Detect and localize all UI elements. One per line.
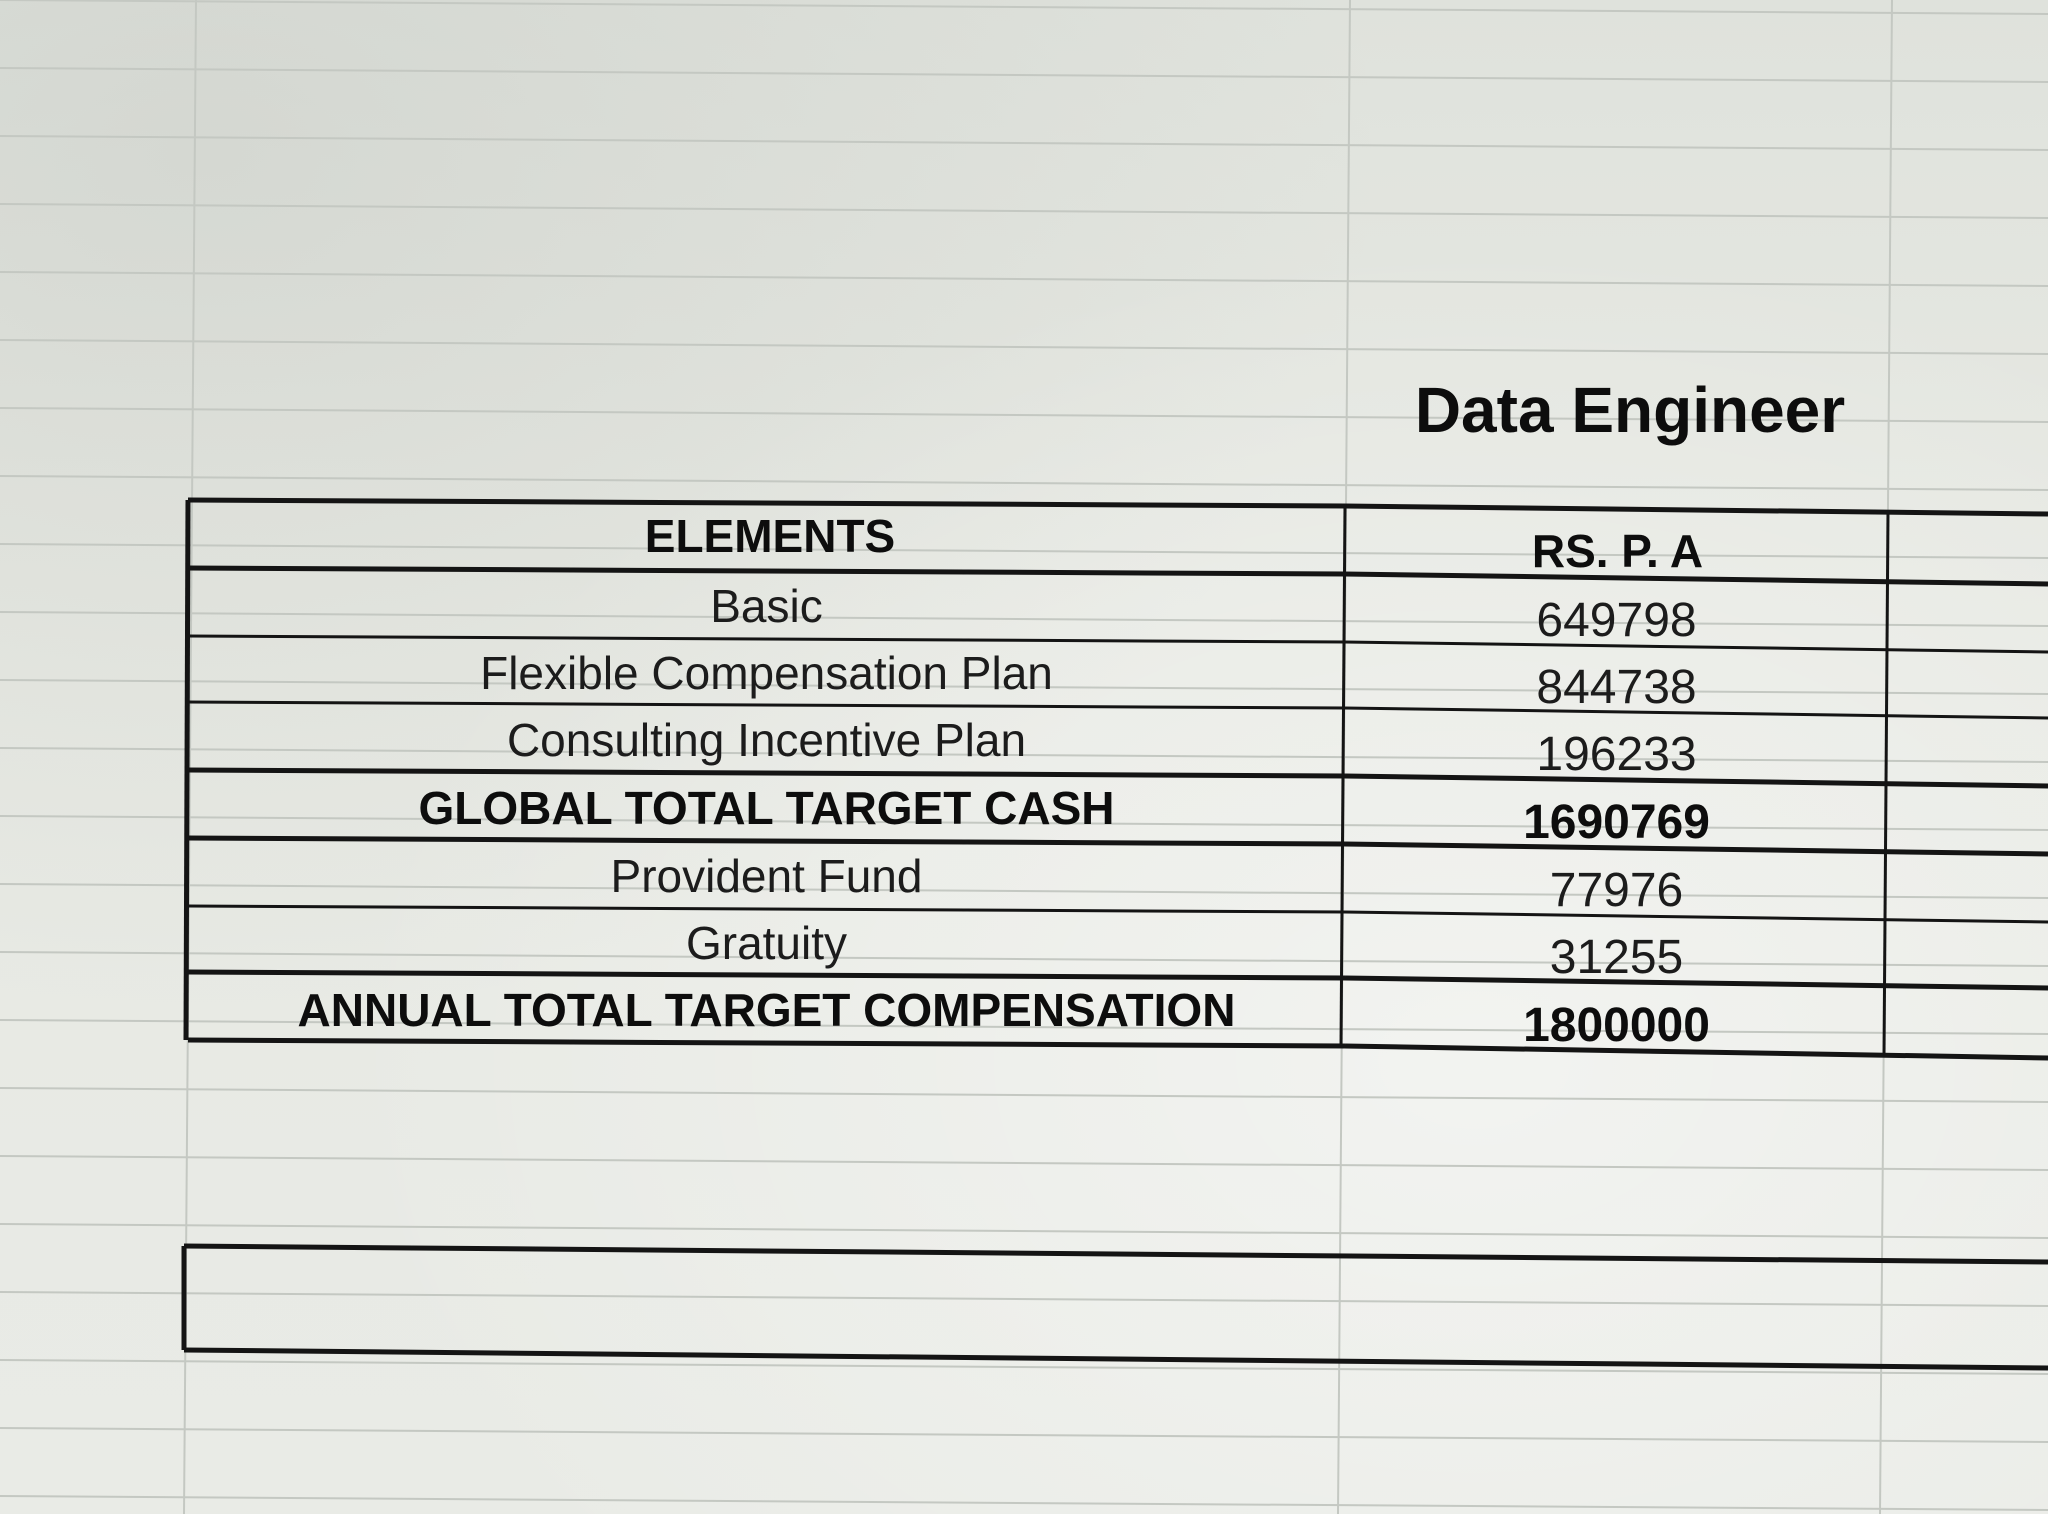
table-cell-element[interactable]: Consulting Incentive Plan <box>506 714 1027 766</box>
table-cell-element[interactable]: GLOBAL TOTAL TARGET CASH <box>418 782 1115 834</box>
header-amount[interactable]: RS. P. A <box>1531 525 1704 577</box>
gridline-horizontal <box>0 1224 2048 1238</box>
table-cell-amount[interactable]: 31255 <box>1549 930 1684 984</box>
table-cell-amount[interactable]: 844738 <box>1536 660 1697 714</box>
table-cell-amount[interactable]: 649798 <box>1536 593 1697 647</box>
gridline-horizontal <box>0 0 2048 14</box>
empty-block-border-bottom <box>184 1350 2048 1368</box>
gridline-horizontal <box>0 1156 2048 1170</box>
gridline-horizontal <box>0 204 2048 218</box>
gridline-horizontal <box>0 1496 2048 1510</box>
table-cell-element[interactable]: ANNUAL TOTAL TARGET COMPENSATION <box>297 984 1236 1036</box>
gridline-horizontal <box>0 1292 2048 1306</box>
table-cell-element[interactable]: Flexible Compensation Plan <box>480 647 1053 699</box>
table-cell-amount[interactable]: 1800000 <box>1523 998 1710 1052</box>
table-cell-element[interactable]: Gratuity <box>685 917 848 969</box>
gridline-horizontal <box>0 136 2048 150</box>
gridline-horizontal <box>0 272 2048 286</box>
gridline-horizontal <box>0 68 2048 82</box>
empty-block-border-top <box>184 1246 2048 1262</box>
table-cell-element[interactable]: Basic <box>710 580 823 632</box>
sheet-title[interactable]: Data Engineer <box>1414 374 1846 446</box>
gridline-horizontal <box>0 476 2048 490</box>
header-elements[interactable]: ELEMENTS <box>644 510 896 562</box>
gridline-horizontal <box>0 340 2048 354</box>
gridline-horizontal <box>0 1088 2048 1102</box>
table-cell-amount[interactable]: 196233 <box>1536 727 1697 781</box>
table-cell-amount[interactable]: 77976 <box>1549 863 1684 917</box>
table-cell-element[interactable]: Provident Fund <box>610 850 923 902</box>
table-cell-amount[interactable]: 1690769 <box>1523 795 1710 849</box>
gridline-horizontal <box>0 1428 2048 1442</box>
